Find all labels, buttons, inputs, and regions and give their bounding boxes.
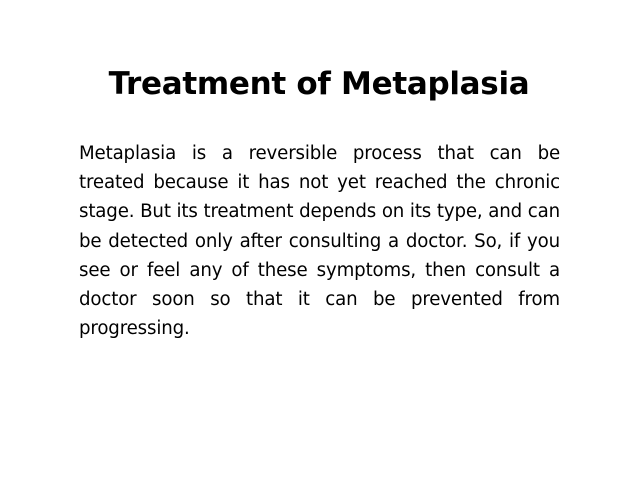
slide-title: Treatment of Metaplasia [108, 66, 530, 102]
slide-body-text: Metaplasia is a reversible process that can be treated because it has not yet reached the chronic stage. But its treatment depends on its type, and can be detected only after consulting a doctor. So, if you see or feel any of these symptoms, then consult a doctor soon so that it can be prevented from progressing. [79, 143, 560, 340]
